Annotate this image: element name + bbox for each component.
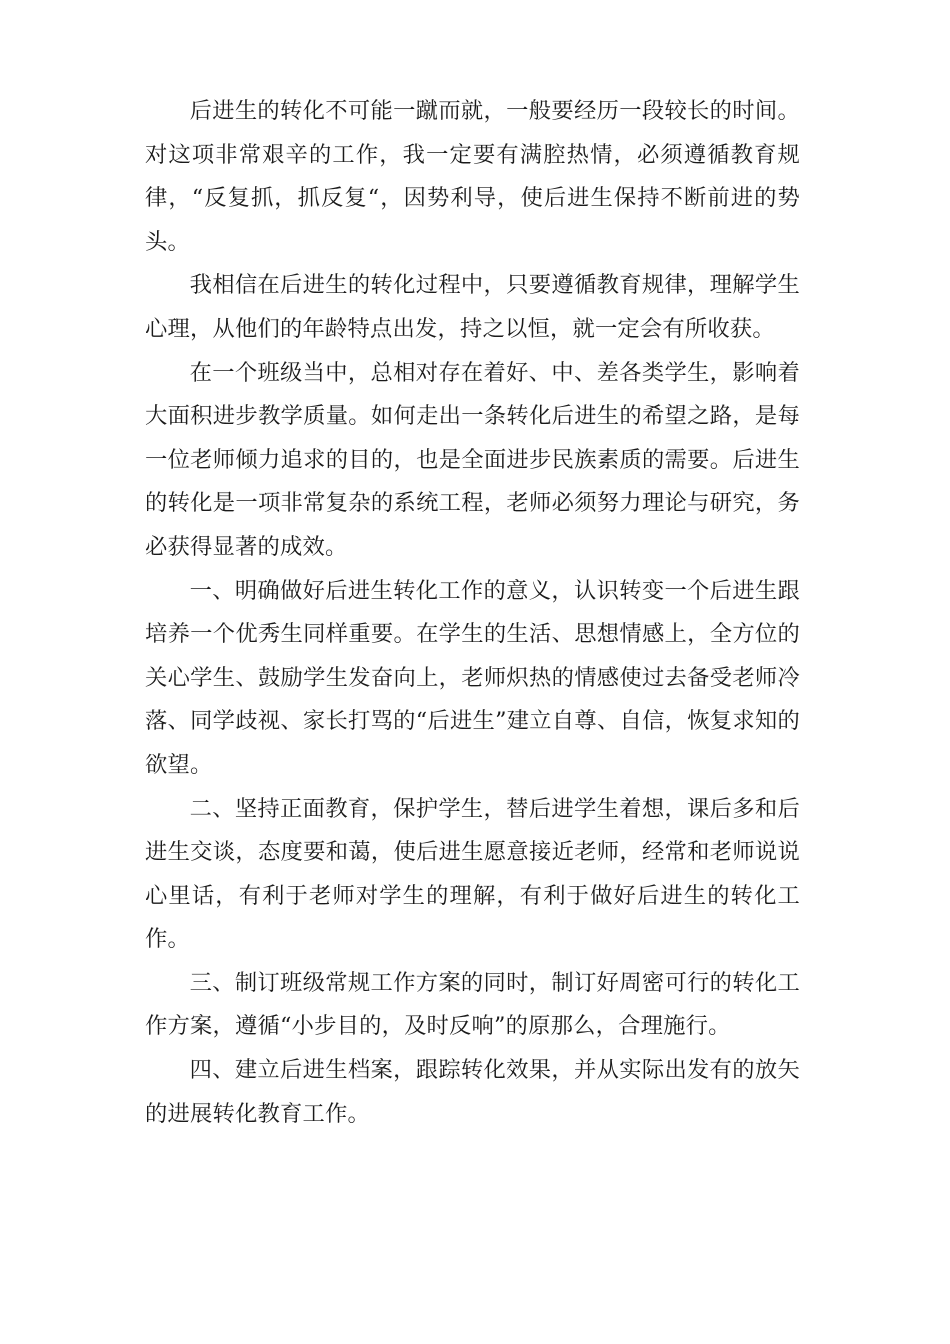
paragraph-5: 二、坚持正面教育，保护学生，替后进学生着想，课后多和后进生交谈，态度要和蔼，使后进生愿意接近老师，经常和老师说说心里话，有利于老师对学生的理解，有利于做好后进生的转化工作。: [145, 795, 800, 953]
paragraph-4: 一、明确做好后进生转化工作的意义，认识转变一个后进生跟培养一个优秀生同样重要。在学生的生活、思想情感上，全方位的关心学生、鼓励学生发奋向上，老师炽热的情感使过去备受老师冷落、同学歧视、家长打骂的“后进生”建立自尊、自信，恢复求知的欲望。: [145, 577, 800, 778]
paragraph-6: 三、制订班级常规工作方案的同时，制订好周密可行的转化工作方案，遵循“小步目的，及时反响”的原那么，合理施行。: [145, 969, 800, 1040]
paragraph-1: 后进生的转化不可能一蹴而就，一般要经历一段较长的时间。对这项非常艰辛的工作，我一定要有满腔热情，必须遵循教育规律，“反复抓，抓反复“，因势利导，使后进生保持不断前进的势头。: [145, 98, 800, 255]
document-body: [145, 90, 800, 1136]
paragraph-7: 四、建立后进生档案，跟踪转化效果，并从实际出发有的放矢的进展转化教育工作。: [145, 1057, 800, 1127]
paragraph-3: 在一个班级当中，总相对存在着好、中、差各类学生，影响着大面积进步教学质量。如何走出一条转化后进生的希望之路，是每一位老师倾力追求的目的，也是全面进步民族素质的需要。后进生的转化是一项非常复杂的系统工程，老师必须努力理论与研究，务必获得显著的成效。: [145, 359, 800, 560]
paragraph-2: 我相信在后进生的转化过程中，只要遵循教育规律，理解学生心理，从他们的年龄特点出发，持之以恒，就一定会有所收获。: [145, 272, 800, 342]
